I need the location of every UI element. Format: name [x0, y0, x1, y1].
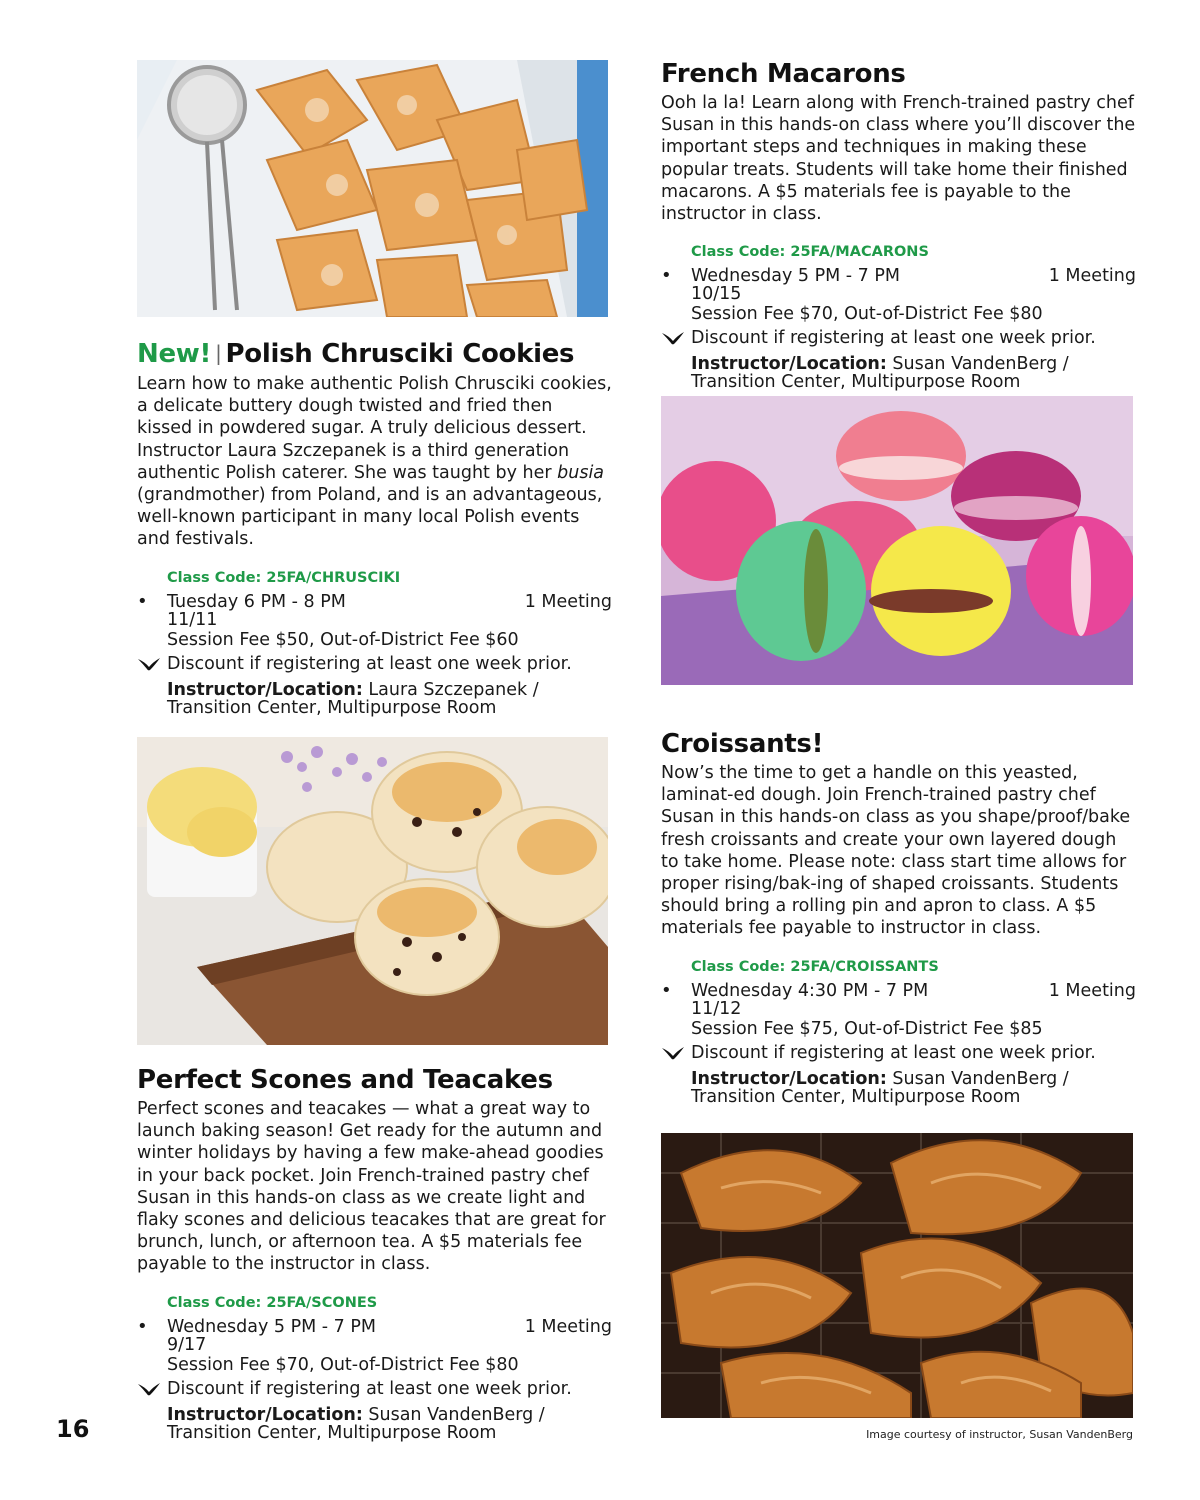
instructor-location: Instructor/Location: Susan VandenBerg / Transition Center, Multipurpose Room	[691, 354, 1069, 393]
bullet-dot: •	[661, 265, 672, 287]
schedule-time: Wednesday 4:30 PM - 7 PM	[691, 980, 929, 1001]
instructor-location: Instructor/Location: Susan VandenBerg / Transition Center, Multipurpose Room	[691, 1068, 1069, 1107]
bullet-dot: •	[137, 590, 148, 612]
croissants-photo	[661, 1133, 1133, 1418]
class-croissants	[661, 728, 1136, 1106]
class-chrusciki	[137, 338, 612, 717]
schedule-date: 11/12	[691, 998, 742, 1019]
discount-note: Discount if registering at least one week prior.	[167, 655, 612, 673]
session-fee: Session Fee $70, Out-of-District Fee $80	[691, 304, 1043, 325]
class-scones	[137, 1064, 612, 1442]
schedule-date: 11/11	[167, 609, 218, 630]
discount-note: Discount if registering at least one week prior.	[691, 329, 1136, 347]
class-details	[137, 1294, 612, 1443]
meeting-count: 1 Meeting	[1048, 980, 1136, 1001]
class-macarons	[661, 58, 1136, 391]
discount-note: Discount if registering at least one week prior.	[167, 1380, 612, 1398]
class-details	[137, 569, 612, 718]
schedule-row	[661, 265, 1136, 287]
scones-photo	[137, 737, 608, 1045]
page-number: 16	[56, 1415, 90, 1443]
class-details	[661, 958, 1136, 1107]
bird-icon	[661, 330, 685, 346]
schedule-row	[661, 979, 1136, 1001]
macarons-photo	[661, 396, 1133, 685]
image-credit: Image courtesy of instructor, Susan VandenBerg	[866, 1428, 1133, 1441]
class-code: Class Code: 25FA/MACARONS	[691, 244, 929, 261]
title-separator: |	[215, 341, 222, 365]
schedule-row	[137, 590, 612, 612]
bird-icon	[661, 1045, 685, 1061]
meeting-count: 1 Meeting	[524, 591, 612, 612]
bird-icon	[137, 1381, 161, 1397]
bullet-dot: •	[137, 1315, 148, 1337]
class-title: Croissants!	[661, 729, 824, 759]
instructor-location: Instructor/Location: Susan VandenBerg / Transition Center, Multipurpose Room	[167, 1404, 545, 1443]
class-title: French Macarons	[661, 59, 906, 89]
class-description: Ooh la la! Learn along with French-trained pastry chef Susan in this hands-on class where you’ll discover the important steps and techniques in making these popular treats. Students will take home their finished macarons. A $5 materials fee is payable to the instructor in class.	[661, 93, 1136, 225]
new-label: New!	[137, 339, 212, 369]
class-description: Perfect scones and teacakes — what a great way to launch baking season! Get ready for the autumn and winter holidays by having a few make-ahead goodies in your back pocket. Join French-trained pastry chef Susan in this hands-on class as we create light and flaky scones and delicious teacakes that are great for brunch, lunch, or afternoon tea. A $5 materials fee payable to the instructor in class.	[137, 1099, 606, 1275]
schedule-date: 9/17	[167, 1334, 207, 1355]
schedule-date: 10/15	[691, 284, 742, 305]
schedule-time: Wednesday 5 PM - 7 PM	[167, 1316, 377, 1337]
discount-note: Discount if registering at least one week prior.	[691, 1044, 1136, 1062]
chrusciki-photo	[137, 60, 608, 317]
session-fee: Session Fee $70, Out-of-District Fee $80	[167, 1354, 519, 1375]
schedule-row	[137, 1315, 612, 1337]
title-text: Polish Chrusciki Cookies	[225, 339, 575, 369]
bird-icon	[137, 656, 161, 672]
session-fee: Session Fee $75, Out-of-District Fee $85	[691, 1018, 1043, 1039]
schedule-time: Wednesday 5 PM - 7 PM	[691, 266, 901, 287]
meeting-count: 1 Meeting	[524, 1316, 612, 1337]
meeting-count: 1 Meeting	[1048, 266, 1136, 287]
class-code: Class Code: 25FA/CHRUSCIKI	[167, 569, 401, 586]
schedule-time: Tuesday 6 PM - 8 PM	[167, 591, 346, 612]
class-title	[137, 338, 612, 371]
class-code: Class Code: 25FA/CROISSANTS	[691, 958, 939, 975]
class-description: Learn how to make authentic Polish Chrusciki cookies, a delicate buttery dough twisted and fried then kissed in powdered sugar. A truly delicious dessert. Instructor Laura Szczepanek is a third generation authentic Polish caterer. She was taught by her busia (grandmother) from Poland, and is an advantageous, well-known participant in many local Polish events and festivals.	[137, 374, 612, 550]
class-details	[661, 243, 1136, 393]
class-code: Class Code: 25FA/SCONES	[167, 1294, 378, 1311]
instructor-location: Instructor/Location: Laura Szczepanek / Transition Center, Multipurpose Room	[167, 679, 539, 718]
bullet-dot: •	[661, 979, 672, 1001]
session-fee: Session Fee $50, Out-of-District Fee $60	[167, 629, 519, 650]
class-description: Now’s the time to get a handle on this yeasted, laminat-ed dough. Join French-trained pastry chef Susan in this hands-on class as you shape/proof/bake fresh croissants and create your own layered dough to take home. Please note: class start time allows for proper rising/bak-ing of shaped croissants. Students should bring a rolling pin and apron to class. A $5 materials fee payable to instructor in class.	[661, 763, 1131, 939]
class-title: Perfect Scones and Teacakes	[137, 1065, 553, 1095]
